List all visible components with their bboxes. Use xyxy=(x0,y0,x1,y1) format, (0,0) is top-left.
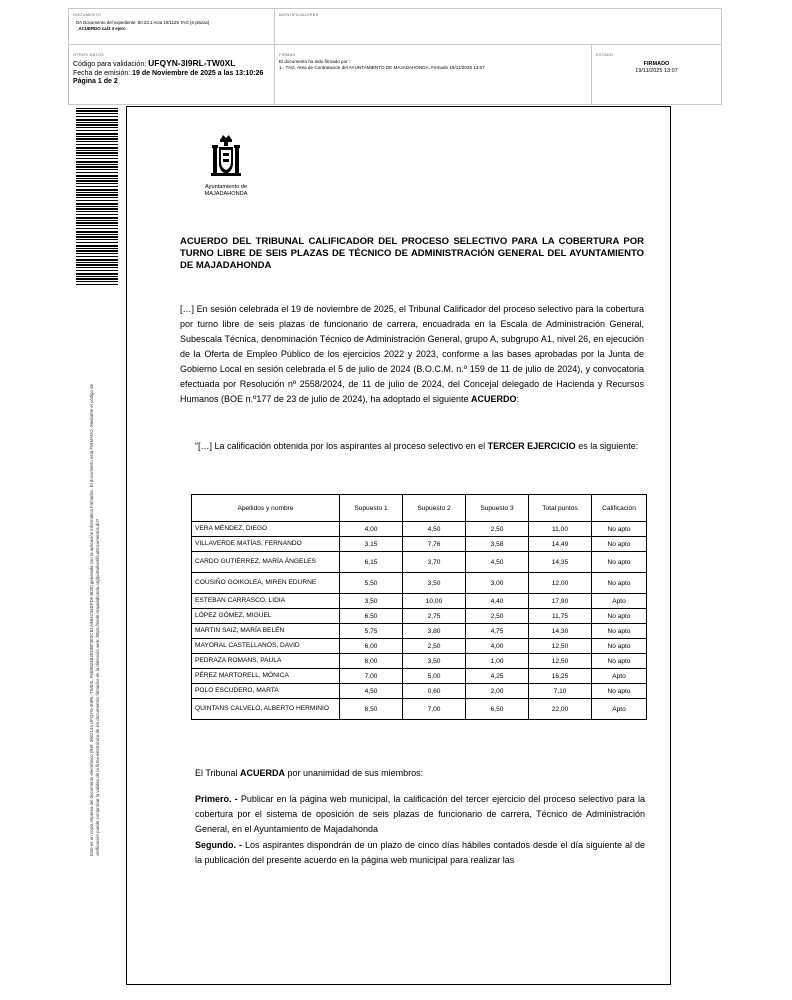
quote-end: es la siguiente: xyxy=(575,441,639,451)
cell-calificacion: No apto xyxy=(592,537,647,552)
cell-supuesto-3: 1,00 xyxy=(466,654,529,669)
firmas-line-1: El documento ha sido firmado por : xyxy=(279,59,351,64)
otros-datos-label: OTROS DATOS xyxy=(73,52,104,57)
cell-name: QUINTANS CALVELO, ALBERTO HERMINIO xyxy=(192,699,340,720)
cell-supuesto-2: 3,80 xyxy=(403,624,466,639)
cell-supuesto-2: 5,00 xyxy=(403,669,466,684)
documento-line-1: DA Documento del expediente: 80.23.1 Acta 19/1125 TAG (6 plazas) xyxy=(76,20,210,25)
cell-supuesto-2: 3,50 xyxy=(403,654,466,669)
cell-supuesto-3: 2,50 xyxy=(466,609,529,624)
document-title: ACUERDO DEL TRIBUNAL CALIFICADOR DEL PROCESO SELECTIVO PARA LA COBERTURA POR TURNO LIBRE DE SEIS PLAZAS DE TÉCNICO DE ADMINISTRACIÓN GENERAL DEL AYUNTAMIENTO DE MAJADAHONDA xyxy=(180,236,644,271)
cell-calificacion: No apto xyxy=(592,522,647,537)
intro-paragraph xyxy=(180,302,644,407)
cell-total: 12,50 xyxy=(529,654,592,669)
cell-supuesto-3: 4,40 xyxy=(466,594,529,609)
acuerda-bold: ACUERDA xyxy=(240,768,286,778)
col-header-s2: Supuesto 2 xyxy=(403,495,466,522)
cell-supuesto-1: 5,75 xyxy=(340,624,403,639)
fecha-emision: 19 de Noviembre de 2025 a las 13:10:26 xyxy=(132,69,264,77)
table-row xyxy=(192,684,647,699)
cell-total: 12,00 xyxy=(529,573,592,594)
cell-name: PEDRAZA ROMANS, PAULA xyxy=(192,654,340,669)
cell-supuesto-2: 2,50 xyxy=(403,639,466,654)
identificadores-label: IDENTIFICADORES xyxy=(279,12,319,17)
cell-supuesto-1: 6,00 xyxy=(340,639,403,654)
pagina-indicator: Página 1 de 2 xyxy=(73,78,118,85)
cell-calificacion: Apto xyxy=(592,594,647,609)
cell-calificacion: No apto xyxy=(592,552,647,573)
cell-total: 14,49 xyxy=(529,537,592,552)
cell-name: MAYORAL CASTELLANOS, DAVID xyxy=(192,639,340,654)
col-header-s1: Supuesto 1 xyxy=(340,495,403,522)
cell-supuesto-1: 3,50 xyxy=(340,594,403,609)
results-table xyxy=(191,494,647,720)
table-row xyxy=(192,654,647,669)
cell-supuesto-3: 3,00 xyxy=(466,573,529,594)
document-metadata-header xyxy=(68,8,722,105)
cell-supuesto-2: 0,60 xyxy=(403,684,466,699)
cell-supuesto-3: 4,50 xyxy=(466,552,529,573)
logo-line-1: Ayuntamiento de xyxy=(205,184,247,190)
codigo-validacion: UFQYN-3I9RL-TW0XL xyxy=(148,58,236,68)
table-row xyxy=(192,699,647,720)
quote-text: “[…] La calificación obtenida por los aspirantes al proceso selectivo en el xyxy=(195,441,488,451)
intro-end: : xyxy=(516,394,520,404)
cell-total: 16,25 xyxy=(529,669,592,684)
cell-supuesto-2: 7,00 xyxy=(403,699,466,720)
cell-calificacion: No apto xyxy=(592,639,647,654)
intro-bold: ACUERDO xyxy=(471,394,517,404)
firmas-line-2: 1.- TAG. Area de Contratacion del AYUNTAMIENTO DE MAJADAHONDA. Firmado 19/11/2025 13:07 xyxy=(279,65,485,70)
quote-paragraph xyxy=(195,440,645,453)
table-row xyxy=(192,522,647,537)
estado-label: ESTADO xyxy=(596,52,614,57)
table-row xyxy=(192,537,647,552)
estado-cell xyxy=(592,45,721,104)
cell-supuesto-3: 6,50 xyxy=(466,699,529,720)
intro-text: […] En sesión celebrada el 19 de noviembre de 2025, el Tribunal Calificador del proceso selectivo para la cobertura por turno libre de seis plazas de funcionario de carrera, encuadrada en la Escala de Administración General, Subescala Técnica, denominación Técnico de Administración General, grupo A, subgrupo A1, nivel 26, en ejecución de la Oferta de Empleo Público de los ejercicios 2022 y 2023, conforme a las bases aprobadas por la Junta de Gobierno Local en sesión celebrada el 5 de julio de 2024 (B.O.C.M. n.º 159 de 11 de julio de 2024), y convocatoria efectuada por Resolución nº 2558/2024, de 11 de julio de 2024, del Concejal delegado de Hacienda y Recursos Humanos (BOE n.º177 de 23 de julio de 2024), ha adoptado el siguiente xyxy=(180,304,644,404)
cell-calificacion: No apto xyxy=(592,684,647,699)
cell-supuesto-2: 4,50 xyxy=(403,522,466,537)
fecha-prefix: Fecha de emisión: xyxy=(73,69,131,77)
cell-calificacion: No apto xyxy=(592,654,647,669)
cell-name: CARDO GUTIÉRREZ, MARÍA ÁNGELES xyxy=(192,552,340,573)
cell-supuesto-1: 4,00 xyxy=(340,522,403,537)
logo-line-2: MAJADAHONDA xyxy=(204,190,248,197)
cell-total: 14,35 xyxy=(529,552,592,573)
firmas-label: FIRMAS xyxy=(279,52,296,57)
table-row xyxy=(192,594,647,609)
cell-total: 12,50 xyxy=(529,639,592,654)
table-row xyxy=(192,669,647,684)
cell-supuesto-3: 4,00 xyxy=(466,639,529,654)
side-text-line-2: verificación puede comprobar la validez de la firma electrónica de los documentos firmados en la dirección web: https://sede.majadahonda.org/portal/verificaDocumentos.do? xyxy=(95,518,100,857)
segundo-text: Los aspirantes dispondrán de un plazo de cinco días hábiles contados desde el día siguiente al de la publicación del presente acuerdo en la página web municipal para realizar las xyxy=(195,840,645,865)
cell-total: 11,75 xyxy=(529,609,592,624)
cell-calificacion: Apto xyxy=(592,669,647,684)
cell-supuesto-1: 8,50 xyxy=(340,699,403,720)
cell-calificacion: No apto xyxy=(592,624,647,639)
col-header-calificacion: Calificación xyxy=(592,495,647,522)
identificadores-cell xyxy=(275,9,721,45)
cell-name: POLO ESCUDERO, MARTA xyxy=(192,684,340,699)
coat-of-arms-icon xyxy=(209,133,243,179)
cell-name: MARTIN SAIZ, MARÍA BELÉN xyxy=(192,624,340,639)
cell-supuesto-2: 7,76 xyxy=(403,537,466,552)
cell-supuesto-2: 10,00 xyxy=(403,594,466,609)
cell-total: 11,00 xyxy=(529,522,592,537)
cell-supuesto-3: 2,00 xyxy=(466,684,529,699)
table-row xyxy=(192,639,647,654)
cell-supuesto-2: 2,75 xyxy=(403,609,466,624)
table-row xyxy=(192,609,647,624)
cell-supuesto-3: 4,75 xyxy=(466,624,529,639)
cell-name: ESTEBAN CARRASCO, LIDIA xyxy=(192,594,340,609)
cell-calificacion: Apto xyxy=(592,699,647,720)
cell-name: VERA MÉNDEZ, DIEGO xyxy=(192,522,340,537)
cell-supuesto-1: 5,50 xyxy=(340,573,403,594)
codigo-prefix: Código para validación: xyxy=(73,61,147,68)
cell-supuesto-3: 3,58 xyxy=(466,537,529,552)
firmas-cell xyxy=(275,45,592,104)
cell-name: COUSIÑO GOIKOLEA, MIREN EDURNE xyxy=(192,573,340,594)
cell-supuesto-1: 6,50 xyxy=(340,609,403,624)
table-row xyxy=(192,624,647,639)
primero-bold: Primero. - xyxy=(195,794,238,804)
cell-total: 22,00 xyxy=(529,699,592,720)
cell-supuesto-2: 3,70 xyxy=(403,552,466,573)
cell-supuesto-1: 7,00 xyxy=(340,669,403,684)
cell-supuesto-1: 6,15 xyxy=(340,552,403,573)
table-row xyxy=(192,552,647,573)
estado-date: 19/11/2025 13:07 xyxy=(635,68,678,74)
quote-bold: TERCER EJERCICIO xyxy=(487,441,576,451)
col-header-total: Total puntos xyxy=(529,495,592,522)
table-header-row xyxy=(192,495,647,522)
estado-value: FIRMADO xyxy=(643,61,670,67)
documento-label: DOCUMENTO xyxy=(73,12,101,17)
cell-supuesto-3: 2,50 xyxy=(466,522,529,537)
cell-calificacion: No apto xyxy=(592,609,647,624)
segundo-paragraph xyxy=(195,838,645,868)
cell-calificacion: No apto xyxy=(592,573,647,594)
acuerda-pre: El Tribunal xyxy=(195,768,241,778)
primero-text: Publicar en la página web municipal, la calificación del tercer ejercicio del proceso selectivo para la cobertura por el sistema de oposición de seis plazas de funcionario de carrera, Técnico de Administración General, en el Ayuntamiento de Majadahonda xyxy=(195,794,645,834)
table-row xyxy=(192,573,647,594)
acuerda-post: por unanimidad de sus miembros: xyxy=(285,768,424,778)
otros-datos-cell xyxy=(69,45,275,104)
cell-total: 14,30 xyxy=(529,624,592,639)
cell-supuesto-1: 4,50 xyxy=(340,684,403,699)
acuerda-line xyxy=(195,768,423,778)
barcode-image xyxy=(76,108,118,286)
cell-total: 7,10 xyxy=(529,684,592,699)
documento-line-2: _ACUERDO cal3 3 ejerc xyxy=(76,26,126,31)
documento-cell xyxy=(69,9,275,45)
cell-supuesto-2: 3,50 xyxy=(403,573,466,594)
cell-name: LÓPEZ GÓMEZ, MIGUEL xyxy=(192,609,340,624)
primero-paragraph xyxy=(195,792,645,837)
cell-total: 17,90 xyxy=(529,594,592,609)
col-header-s3: Supuesto 3 xyxy=(466,495,529,522)
cell-supuesto-1: 3,15 xyxy=(340,537,403,552)
side-text-line-1: Este es un copia impresa del documento electrónico (Ref: 3902144 UFQYN-3I9RL-TW0XL F6B9524B2EDBF3E9CB1A9B4C94EPDF4520) generada con la aplicación informática Firmadoc. El documento está FIRMADO. Mediante el código de xyxy=(89,383,94,857)
verification-side-text xyxy=(89,384,101,856)
cell-supuesto-1: 8,00 xyxy=(340,654,403,669)
cell-name: PÉREZ MARTORELL, MÓNICA xyxy=(192,669,340,684)
cell-name: VILLAVERDE MATÍAS, FERNANDO xyxy=(192,537,340,552)
segundo-bold: Segundo. - xyxy=(195,840,242,850)
ayuntamiento-logo xyxy=(196,133,256,203)
cell-supuesto-3: 4,25 xyxy=(466,669,529,684)
col-header-name: Apellidos y nombre xyxy=(192,495,340,522)
